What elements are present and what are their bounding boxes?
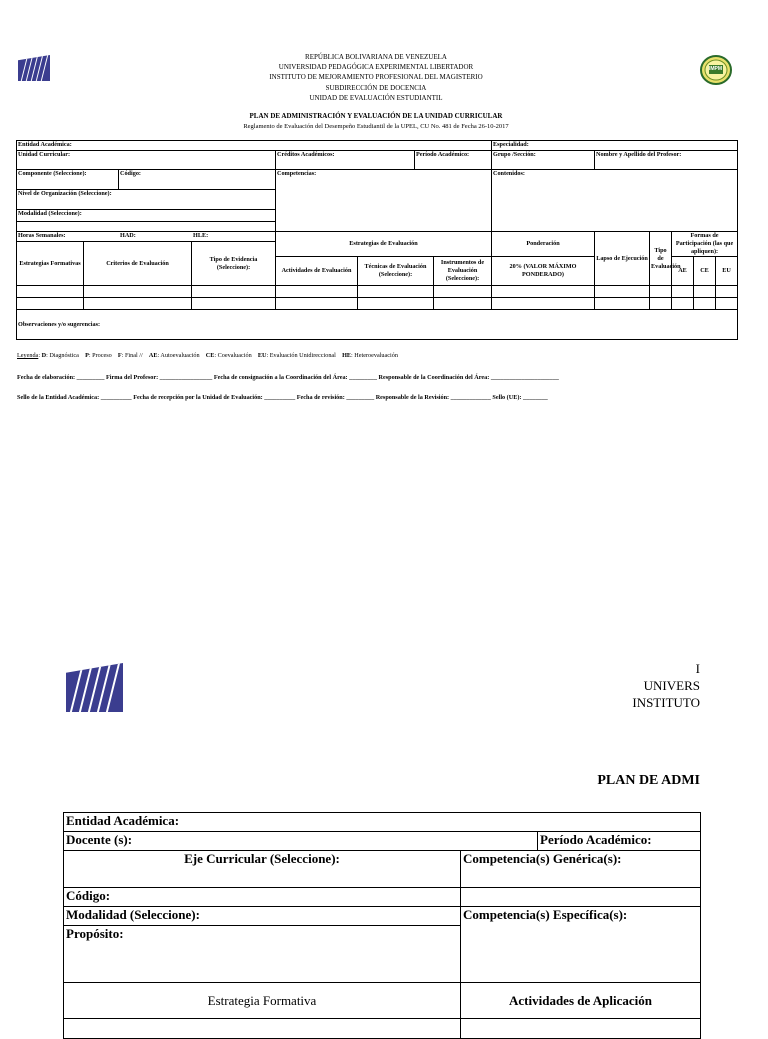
nivel-field[interactable]: Nivel de Organización (Seleccione): — [17, 190, 276, 210]
plan-title: PLAN DE ADMINISTRACIÓN Y EVALUACIÓN DE LA UNIDAD CURRICULAR — [249, 112, 503, 120]
componente-field[interactable]: Componente (Seleccione): — [17, 170, 119, 190]
grupo-field[interactable]: Grupo /Sección: — [492, 151, 595, 170]
page2-modalidad-field[interactable]: Modalidad (Seleccione): — [64, 907, 461, 926]
impm-logo — [700, 55, 732, 85]
page2-header-line: UNIVERS — [643, 678, 700, 693]
page2-entidad-field[interactable]: Entidad Académica: — [64, 813, 701, 832]
codigo-field[interactable]: Código: — [119, 170, 276, 190]
periodo-field[interactable]: Período Académico: — [415, 151, 492, 170]
plan-subtitle: Reglamento de Evaluación del Desempeño Estudiantil de la UPEL, CU No. 481 de Fecha 26-10-2017 — [243, 123, 509, 130]
entidad-field[interactable]: Entidad Académica: — [17, 141, 492, 151]
leyenda-he-key: HE — [342, 352, 352, 359]
page2-title: PLAN DE ADMI — [597, 773, 700, 788]
ponderacion-header: Ponderación — [492, 232, 595, 257]
especialidad-field[interactable]: Especialidad: — [492, 141, 738, 151]
instrumentos-header: Instrumentos de Evaluación (Seleccione): — [434, 257, 492, 286]
observaciones-label: Observaciones y/o sugerencias: — [18, 320, 101, 328]
header-line: UNIVERSIDAD PEDAGÓGICA EXPERIMENTAL LIBERTADOR — [278, 63, 474, 72]
estrategias-formativas-header: Estrategias Formativas — [17, 242, 84, 286]
leyenda-label: Leyenda — [17, 352, 39, 359]
table-row[interactable] — [17, 298, 738, 310]
signature-line-2: Sello de la Entidad Académica: __________ Fecha de recepción por la Unidad de Evaluación: __________ Fecha de revisión: _________ Responsable de la Revisión: _____________ Sello (UE): ________ — [17, 394, 548, 401]
lapso-header: Lapso de Ejecución — [595, 232, 650, 286]
horas-row — [17, 232, 276, 242]
upel-logo — [18, 55, 50, 81]
page2-comp-generica-field[interactable]: Competencia(s) Genérica(s): — [461, 851, 701, 888]
page2-header-crop — [560, 660, 700, 711]
leyenda-eu-key: EU — [257, 352, 267, 359]
page2-proposito-field[interactable]: Propósito: — [64, 926, 461, 983]
page2-estrategia-header: Estrategia Formativa — [64, 983, 461, 1019]
leyenda-p-key: P — [85, 352, 89, 359]
impm-logo-text: IMPM — [709, 66, 723, 72]
hle-label: HLE: — [193, 232, 209, 239]
leyenda-ce: : Coevaluación — [214, 352, 252, 359]
page2-plan-table — [63, 812, 701, 1039]
actividades-header: Actividades de Evaluación — [276, 257, 358, 286]
creditos-field[interactable]: Créditos Académicos: — [276, 151, 415, 170]
leyenda-f-key: F — [117, 352, 122, 359]
page2-estrategia-cell[interactable] — [64, 1019, 461, 1039]
had-label: HAD: — [120, 232, 136, 239]
horas-label: Horas Semanales: — [18, 232, 66, 239]
institution-header — [176, 52, 576, 103]
formas-header: Formas de Participación (las que apliquen): — [672, 232, 738, 257]
page2-comp-especifica-field[interactable]: Competencia(s) Específica(s): — [461, 907, 701, 983]
criterios-header: Criterios de Evaluación — [84, 242, 192, 286]
leyenda-p: : Proceso — [88, 352, 112, 359]
page2-actividades-cell[interactable] — [461, 1019, 701, 1039]
ae-header: AE — [672, 257, 694, 286]
evaluation-plan-table — [16, 140, 738, 340]
unidad-curricular-field[interactable]: Unidad Curricular: — [17, 151, 276, 170]
page2-header-line: I — [695, 661, 700, 676]
observaciones-field[interactable] — [17, 310, 738, 340]
page2-codigo-field[interactable]: Código: — [64, 888, 461, 907]
upel-logo-large — [66, 663, 123, 712]
leyenda-ae: : Autoevaluación — [157, 352, 200, 359]
page2-docente-field[interactable]: Docente (s): — [64, 832, 538, 851]
signature-line-1: Fecha de elaboración: _________ Firma del Profesor: _________________ Fecha de consignación a la Coordinación del Área: _________ Responsable de la Coordinación del Área: ______________________ — [17, 374, 559, 381]
ponderacion-max: 20% (VALOR MÁXIMO PONDERADO) — [492, 257, 595, 286]
leyenda-he: : Heteroevaluación — [351, 352, 398, 359]
header-line: INSTITUTO DE MEJORAMIENTO PROFESIONAL DEL MAGISTERIO — [269, 73, 483, 82]
ce-header: CE — [694, 257, 716, 286]
contenidos-field[interactable]: Contenidos: — [492, 170, 738, 232]
leyenda-ce-key: CE — [205, 352, 215, 359]
header-line: UNIDAD DE EVALUACIÓN ESTUDIANTIL — [309, 93, 443, 102]
leyenda-f: : Final // — [121, 352, 143, 359]
tipo-eval-header: Tipo de Evaluación — [650, 232, 672, 286]
tipo-evidencia-header: Tipo de Evidencia (Seleccione): — [192, 242, 276, 286]
leyenda: Leyenda: D: Diagnóstica P: Proceso F: Final // AE: Autoevaluación CE: Coevaluación EU: Evaluación Unidireccional HE: Heteroevaluación — [17, 352, 398, 359]
leyenda-ae-key: AE — [148, 352, 158, 359]
modalidad-field[interactable]: Modalidad (Seleccione): — [17, 210, 276, 222]
leyenda-d-key: D — [41, 352, 47, 359]
header-line: SUBDIRECCIÓN DE DOCENCIA — [325, 83, 427, 92]
profesor-field[interactable]: Nombre y Apellido del Profesor: — [595, 151, 738, 170]
table-row[interactable] — [17, 286, 738, 298]
page2-header-line: INSTITUTO — [632, 695, 700, 710]
estrategias-eval-header: Estrategias de Evaluación — [276, 232, 492, 257]
page2-periodo-field[interactable]: Período Académico: — [538, 832, 701, 851]
page2-actividades-header: Actividades de Aplicación — [461, 983, 701, 1019]
tecnicas-header: Técnicas de Evaluación (Seleccione): — [358, 257, 434, 286]
competencias-field[interactable]: Competencias: — [276, 170, 492, 232]
leyenda-d: : Diagnóstica — [46, 352, 79, 359]
eu-header: EU — [716, 257, 738, 286]
page2-eje-field[interactable]: Eje Curricular (Seleccione): — [64, 851, 461, 869]
header-line: REPÚBLICA BOLIVARIANA DE VENEZUELA — [305, 53, 447, 61]
leyenda-eu: : Evaluación Unidireccional — [266, 352, 336, 359]
